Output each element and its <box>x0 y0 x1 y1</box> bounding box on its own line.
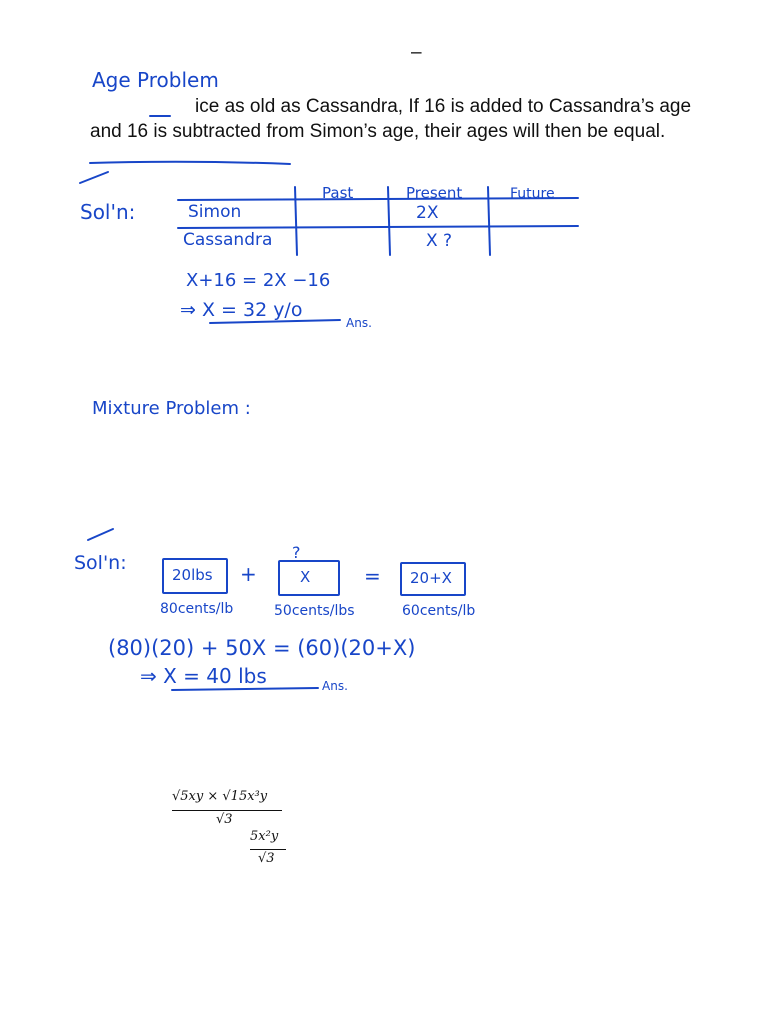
math-fraction-1-numerator: √5xy × √15x³y <box>172 789 268 804</box>
mixture-box-1-label: 20lbs <box>172 566 213 584</box>
mixture-answer-underline <box>172 688 318 690</box>
mixture-box-3 <box>400 562 466 596</box>
mixture-ans-label: Ans. <box>322 679 348 693</box>
table-vline-3 <box>488 187 490 255</box>
table-row-simon-name: Simon <box>188 202 242 222</box>
table-vline-2 <box>388 187 390 255</box>
mixture-soln-label: Sol'n: <box>74 552 127 574</box>
mixture-question-mark: ? <box>292 543 301 562</box>
tick-stroke-1 <box>80 172 108 183</box>
table-hline-middle <box>178 226 578 228</box>
table-vline-1 <box>295 187 297 255</box>
table-row-simon-present: 2X <box>416 203 439 223</box>
mixture-box-1 <box>162 558 228 594</box>
math-fraction-2-denominator: √3 <box>258 851 275 866</box>
age-soln-label: Sol'n: <box>80 200 136 224</box>
mixture-box-2-label: X <box>300 568 311 586</box>
age-problem-heading: Age Problem <box>92 68 219 92</box>
mixture-plus-sign: + <box>240 562 257 586</box>
mixture-equation: (80)(20) + 50X = (60)(20+X) <box>108 636 416 660</box>
age-answer: ⇒ X = 32 y/o <box>180 299 303 321</box>
math-fraction-2-bar <box>250 849 286 850</box>
separator-stroke-1 <box>90 162 290 164</box>
mixture-price-1: 80cents/lb <box>160 601 234 617</box>
mixture-price-3: 60cents/lb <box>402 603 476 619</box>
age-problem-text-line1: ice as old as Cassandra, If 16 is added to Cassandra’s age <box>195 96 692 117</box>
table-header-future: Future <box>510 186 555 202</box>
age-problem-text-line2: and 16 is subtracted from Simon’s age, their ages will then be equal. <box>90 121 666 142</box>
mixture-price-2: 50cents/lbs <box>274 603 355 619</box>
math-fraction-1-denominator: √3 <box>216 812 233 827</box>
table-header-present: Present <box>406 184 463 202</box>
age-equation: X+16 = 2X −16 <box>186 270 331 291</box>
mixture-box-2 <box>278 560 340 596</box>
mixture-answer: ⇒ X = 40 lbs <box>140 664 267 688</box>
top-dash: – <box>411 42 422 63</box>
table-row-cassandra-present: X ? <box>426 231 453 251</box>
tick-stroke-2 <box>88 529 113 540</box>
mixture-box-3-label: 20+X <box>410 569 452 587</box>
mixture-equals-sign: = <box>364 564 381 588</box>
table-row-cassandra-name: Cassandra <box>183 230 273 250</box>
math-fraction-1-bar <box>172 810 282 811</box>
mixture-problem-heading: Mixture Problem : <box>92 398 251 419</box>
age-ans-label: Ans. <box>346 316 372 330</box>
math-fraction-2-numerator: 5x²y <box>250 829 279 844</box>
table-header-past: Past <box>322 184 354 202</box>
